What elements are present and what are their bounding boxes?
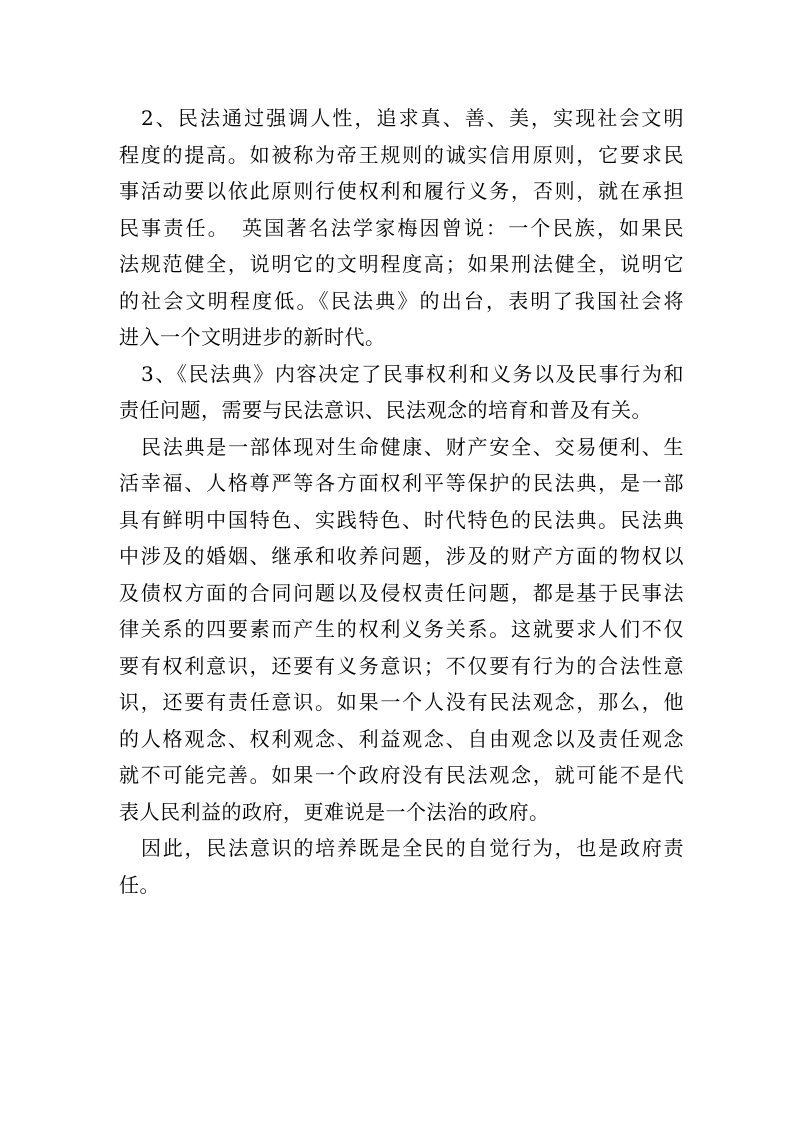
text-line: 事活动要以依此原则行使权利和履行义务，否则，就在承担 (119, 179, 684, 203)
text-line: 2、民法通过强调人性，追求真、善、美，实现社会文明 (141, 106, 684, 130)
text-line: 活幸福、人格尊严等各方面权利平等保护的民法典，是一部 (119, 471, 684, 495)
text-line: 表人民利益的政府，更难说是一个法治的政府。 (119, 799, 550, 824)
text-line: 具有鲜明中国特色、实践特色、时代特色的民法典。民法典 (119, 507, 684, 532)
text-line: 民事责任。 英国著名法学家梅因曾说：一个民族，如果民 (119, 215, 684, 240)
text-line: 法规范健全，说明它的文明程度高；如果刑法健全，说明它 (119, 252, 684, 276)
text-line: 进入一个文明进步的新时代。 (119, 325, 386, 349)
text-line: 民法典是一部体现对生命健康、财产安全、交易便利、生 (141, 434, 684, 459)
text-line: 及债权方面的合同问题以及侵权责任问题，都是基于民事法 (119, 580, 684, 605)
paragraph-civil-law-civilization (119, 100, 684, 356)
text-line: 的社会文明程度低。《民法典》的出台，表明了我国社会将 (119, 288, 684, 313)
text-line: 要有权利意识，还要有义务意识；不仅要有行为的合法性意 (119, 653, 684, 678)
text-line: 任。 (119, 872, 160, 897)
text-line: 律关系的四要素而产生的权利义务关系。这就要求人们不仅 (119, 617, 684, 641)
text-line: 程度的提高。如被称为帝王规则的诚实信用原则，它要求民 (119, 142, 684, 167)
text-line: 的人格观念、权利观念、利益观念、自由观念以及责任观念 (119, 726, 684, 751)
text-line: 中涉及的婚姻、继承和收养问题，涉及的财产方面的物权以 (119, 544, 684, 568)
text-line: 就不可能完善。如果一个政府没有民法观念，就可能不是代 (119, 763, 684, 787)
text-line: 因此，民法意识的培养既是全民的自觉行为，也是政府责 (141, 836, 684, 860)
paragraph-rights-obligations (119, 356, 684, 429)
document-body (119, 100, 684, 903)
text-line: 3、《民法典》内容决定了民事权利和义务以及民事行为和 (141, 361, 684, 386)
paragraph-conclusion (119, 830, 684, 903)
paragraph-civil-code-description (119, 429, 684, 831)
text-line: 责任问题，需要与民法意识、民法观念的培育和普及有关。 (119, 398, 652, 422)
text-line: 识，还要有责任意识。如果一个人没有民法观念，那么，他 (119, 690, 684, 714)
